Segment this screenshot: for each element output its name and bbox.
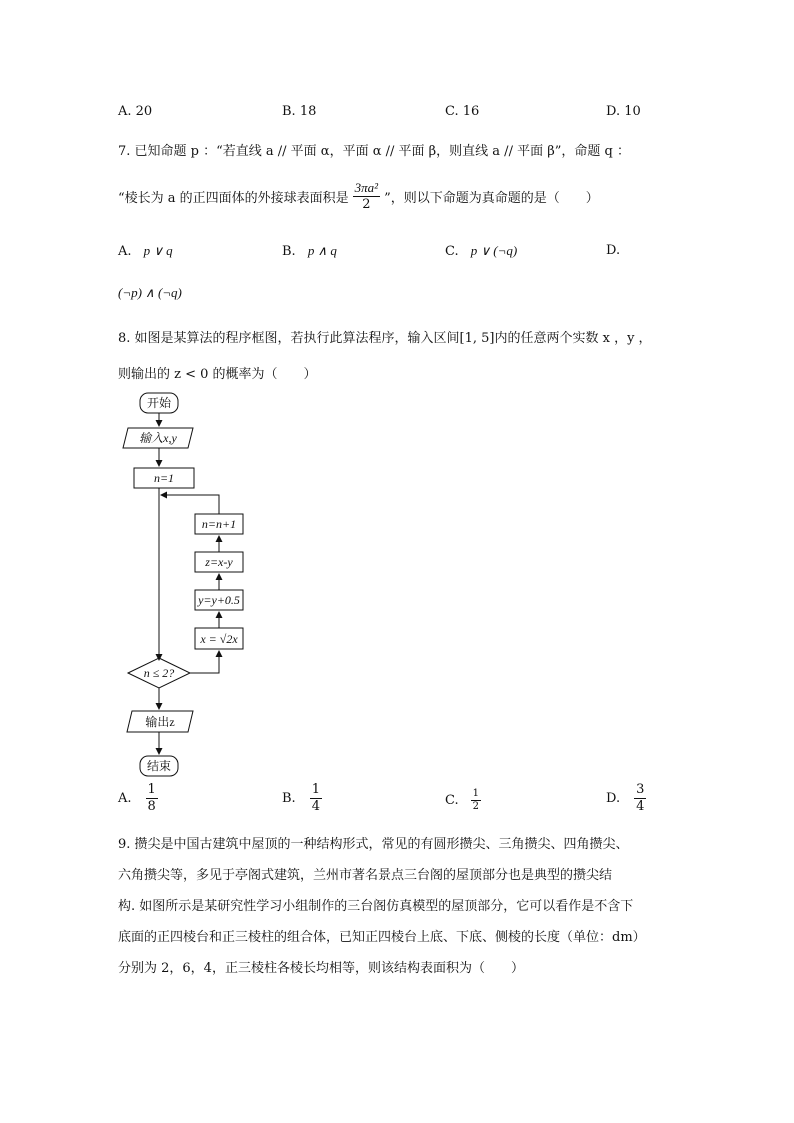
q8-option-c-den: 2	[472, 801, 479, 812]
flow-input-text: 输入x,y	[139, 431, 177, 445]
q7-option-c-text: p ∨ (¬q)	[470, 243, 518, 258]
q8-option-a	[118, 782, 158, 814]
q7-option-d-text: (¬p) ∧ (¬q)	[118, 285, 182, 300]
q8-option-d-den: 4	[636, 798, 645, 814]
q7-fraction-num: 3πa²	[354, 180, 379, 195]
flow-inc-text: n=n+1	[201, 517, 237, 531]
q8-option-c-label: C.	[445, 793, 459, 808]
q8-option-d	[606, 782, 646, 814]
q8-option-a-label: A.	[118, 790, 132, 806]
q8-option-b-num: 1	[311, 782, 320, 797]
q7-fraction-den: 2	[362, 196, 371, 212]
flow-xupd-text: x = √2x	[200, 632, 238, 646]
q7-option-b-label: B.	[282, 244, 296, 259]
q6-option-a: A. 20	[118, 104, 153, 119]
q8-option-a-num: 1	[147, 782, 156, 797]
q8-option-b-den: 4	[311, 798, 320, 814]
q7-stem-line1: 7. 已知命题 p ：“若直线 a // 平面 α，平面 α // 平面 β，则直线 a // 平面 β”，命题 q ：	[118, 144, 630, 159]
q7-option-a-text: p ∨ q	[143, 243, 173, 258]
q6-option-d: D. 10	[606, 104, 641, 119]
q9-line3: 构. 如图所示是某研究性学习小组制作的三台阁仿真模型的屋顶部分，它可以看作是不含下	[118, 899, 634, 914]
flow-start-text: 开始	[146, 396, 172, 410]
q7-option-b	[282, 243, 337, 259]
q8-option-c	[445, 788, 481, 813]
q7-stem-line2-pre: “棱长为 a 的正四面体的外接球表面积是	[118, 190, 349, 206]
q7-option-d-label: D.	[606, 243, 621, 258]
q9-line5: 分别为 2，6，4，正三棱柱各棱长均相等，则该结构表面积为（ ）	[118, 961, 524, 976]
flow-cond-text: n ≤ 2?	[143, 666, 175, 680]
q8-stem-line2: 则输出的 z < 0 的概率为（ ）	[118, 367, 317, 382]
q7-option-b-text: p ∧ q	[307, 243, 337, 258]
q7-stem-line2	[118, 180, 599, 212]
q9-line2: 六角攒尖等，多见于亭阁式建筑，兰州市著名景点三台阁的屋顶部分也是典型的攒尖结	[118, 868, 613, 883]
flow-yupd-text: y=y+0.5	[198, 593, 240, 607]
q8-option-c-num: 1	[472, 788, 479, 799]
flow-init-text: n=1	[153, 471, 175, 485]
q7-option-a	[118, 243, 173, 259]
flow-end-text: 结束	[146, 759, 172, 773]
flow-output-text: 输出z	[145, 715, 175, 729]
q8-option-b-fraction	[310, 782, 322, 814]
q8-option-d-fraction	[634, 782, 646, 814]
q8-option-d-num: 3	[636, 782, 645, 797]
q7-stem-line2-post: ”，则以下命题为真命题的是（ ）	[384, 190, 599, 206]
q6-option-c: C. 16	[445, 104, 480, 119]
q8-option-a-den: 8	[147, 798, 156, 814]
flowchart	[118, 390, 258, 785]
q7-option-a-label: A.	[118, 244, 132, 259]
flow-zdef-text: z=x-y	[205, 555, 233, 569]
q8-option-a-fraction	[146, 782, 158, 814]
q7-option-c	[445, 243, 517, 259]
q7-option-c-label: C.	[445, 244, 459, 259]
q8-stem-line1: 8. 如图是某算法的程序框图，若执行此算法程序，输入区间[1, 5]内的任意两个实数 x ，y ，	[118, 331, 652, 346]
q6-option-b: B. 18	[282, 104, 317, 119]
q8-option-c-fraction	[471, 788, 481, 813]
q9-line4: 底面的正四棱台和正三棱柱的组合体，已知正四棱台上底、下底、侧棱的长度（单位：dm）	[118, 930, 646, 945]
q9-line1: 9. 攒尖是中国古建筑中屋顶的一种结构形式，常见的有圆形攒尖、三角攒尖、四角攒尖、	[118, 837, 629, 852]
q8-option-d-label: D.	[606, 790, 621, 806]
q8-option-b	[282, 782, 322, 814]
q8-option-b-label: B.	[282, 790, 296, 806]
q7-fraction	[353, 180, 380, 212]
